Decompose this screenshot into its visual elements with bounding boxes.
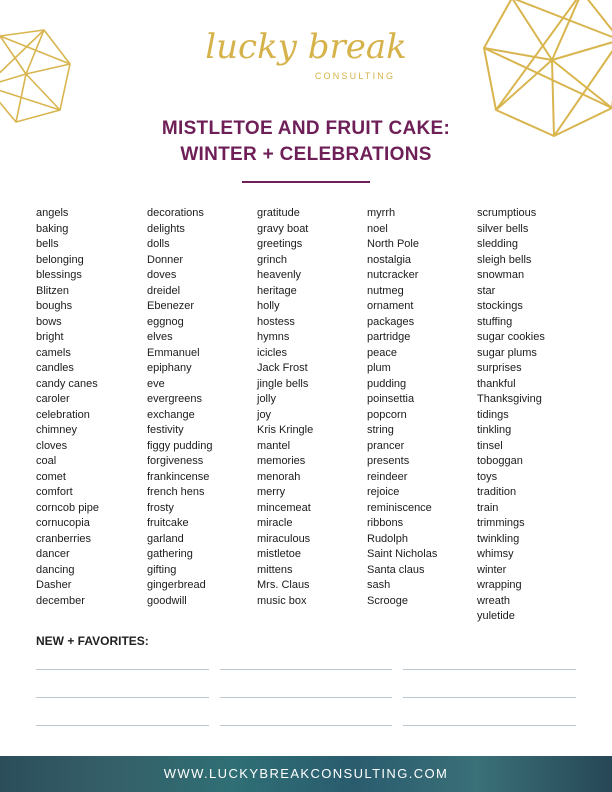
title-line-2: WINTER + CELEBRATIONS [180,144,432,165]
word-item: garland [147,532,184,545]
word-item: Rudolph [367,532,408,545]
word-item: exchange [147,408,195,421]
word-item: coal [36,455,57,467]
word-item: boughs [36,300,73,312]
word-item: snowman [477,269,525,281]
word-item: nostalgia [367,253,412,266]
word-item: Thanksgiving [477,393,542,405]
logo-script-text: lucky break [205,27,407,67]
word-item: Kris Kringle [257,424,314,436]
word-item: camels [36,346,71,359]
word-item: dreidel [147,284,181,297]
word-item: toboggan [477,455,523,467]
word-item: comfort [36,486,73,498]
word-item: forgiveness [147,455,204,467]
word-item: epiphany [147,362,192,374]
word-item: december [36,594,85,607]
word-item: festivity [147,424,184,436]
word-item: celebration [36,408,90,421]
word-item: menorah [257,470,301,483]
footer-website-link[interactable]: WWW.LUCKYBREAKCONSULTING.COM [163,766,449,781]
word-item: holly [257,300,280,312]
writing-line[interactable] [403,669,576,670]
word-item: nutcracker [367,269,419,281]
word-item: frosty [147,501,174,514]
word-item: noel [367,222,388,235]
word-item: ornament [367,300,414,312]
word-item: trimmings [477,517,525,529]
word-item: gifting [147,563,177,576]
word-item: toys [477,470,498,483]
word-item: elves [147,331,173,343]
word-item: string [367,424,394,436]
word-item: ribbons [367,517,404,529]
word-item: mistletoe [257,548,302,560]
word-item: Dasher [36,579,72,591]
word-item: dancing [36,563,75,576]
word-item: frankincense [147,470,210,483]
word-item: Mrs. Claus [257,579,310,591]
word-item: surprises [477,362,522,374]
word-item: peace [367,346,397,359]
word-item: mantel [257,439,291,452]
word-item: North Pole [367,238,419,250]
word-item: sleigh bells [477,253,532,266]
word-item: baking [36,222,69,235]
word-item: train [477,501,499,514]
word-item: greetings [257,238,303,250]
word-item: miracle [257,517,293,529]
title-line-1: MISTLETOE AND FRUIT CAKE: [161,118,451,139]
word-item: heritage [257,284,297,297]
word-item: sash [367,579,391,591]
word-item: whimsy [477,548,514,560]
word-item: tinkling [477,424,512,436]
word-item: goodwill [147,594,187,607]
writing-line[interactable] [36,697,209,698]
word-item: bells [36,238,59,250]
word-item: myrrh [367,207,396,219]
word-item: bows [36,315,62,328]
word-item: miraculous [257,532,311,545]
writing-line[interactable] [36,725,209,726]
word-item: poinsettia [367,393,415,405]
word-item: packages [367,315,415,328]
word-item: heavenly [257,269,302,281]
word-item: french hens [147,486,205,498]
writing-line[interactable] [220,669,392,670]
word-item: doves [147,269,177,281]
word-item: angels [36,207,69,219]
writing-line[interactable] [220,725,392,726]
word-item: Saint Nicholas [367,548,438,560]
word-item: cranberries [36,532,92,545]
word-item: sugar plums [477,346,537,359]
word-item: cloves [36,439,68,452]
writing-line[interactable] [403,725,576,726]
favorites-heading: NEW + FAVORITES: [36,634,149,648]
word-item: Emmanuel [147,346,200,359]
word-item: cornucopia [36,517,90,529]
word-item: memories [257,455,306,467]
word-item: silver bells [477,222,529,235]
word-item: music box [257,594,307,607]
word-item: candles [36,362,74,374]
word-item: gratitude [257,207,300,219]
word-item: belonging [36,253,84,266]
word-item: Ebenezer [147,300,195,312]
word-item: twinkling [477,532,520,545]
word-item: winter [477,563,507,576]
writing-line[interactable] [403,697,576,698]
word-item: stockings [477,300,523,312]
word-item: mittens [257,563,293,576]
word-item: Donner [147,253,184,266]
word-item: bright [36,331,64,343]
word-item: Blitzen [36,284,70,297]
word-item: grinch [257,253,287,266]
word-item: yuletide [477,610,515,622]
word-item: merry [257,486,286,498]
word-item: evergreens [147,393,203,405]
word-item: figgy pudding [147,439,213,452]
word-item: eve [147,377,165,390]
word-item: rejoice [367,486,400,498]
word-item: Santa claus [367,563,425,576]
word-item: dolls [147,238,170,250]
word-item: hostess [257,315,295,328]
word-item: fruitcake [147,517,189,529]
writing-line[interactable] [36,669,209,670]
word-item: decorations [147,207,204,219]
word-item: pudding [367,377,407,390]
writing-line[interactable] [220,697,392,698]
word-item: comet [36,470,66,483]
word-item: Scrooge [367,594,408,607]
word-item: icicles [257,346,287,359]
word-item: delights [147,222,185,235]
word-item: partridge [367,331,411,343]
word-item: nutmeg [367,284,404,297]
word-item: gingerbread [147,579,206,591]
word-item: joy [257,408,272,421]
word-item: blessings [36,269,82,281]
word-item: thankful [477,377,516,390]
word-item: tinsel [477,439,503,452]
word-item: Jack Frost [257,362,308,374]
word-item: chimney [36,424,77,436]
word-item: gravy boat [257,222,309,235]
word-item: presents [367,455,410,467]
word-item: eggnog [147,315,184,328]
word-item: jolly [257,393,276,405]
word-item: tidings [477,408,509,421]
word-item: reindeer [367,470,408,483]
footer-bar [0,756,612,792]
word-item: reminiscence [367,501,432,514]
logo-subtitle: CONSULTING [314,71,396,81]
word-item: wreath [477,594,511,607]
word-item: wrapping [477,579,522,591]
word-item: hymns [257,331,290,343]
word-item: candy canes [36,377,98,390]
word-item: tradition [477,486,517,498]
word-item: corncob pipe [36,501,99,514]
word-item: star [477,284,496,297]
word-item: popcorn [367,408,407,421]
word-item: dancer [36,548,70,560]
word-item: gathering [147,548,193,560]
word-item: stuffing [477,315,513,328]
word-item: plum [367,362,391,374]
word-item: caroler [36,393,70,405]
word-item: sledding [477,238,518,250]
word-item: jingle bells [257,377,309,390]
word-item: prancer [367,439,405,452]
word-item: scrumptious [477,207,537,219]
word-item: mincemeat [257,501,311,514]
word-item: sugar cookies [477,331,545,343]
